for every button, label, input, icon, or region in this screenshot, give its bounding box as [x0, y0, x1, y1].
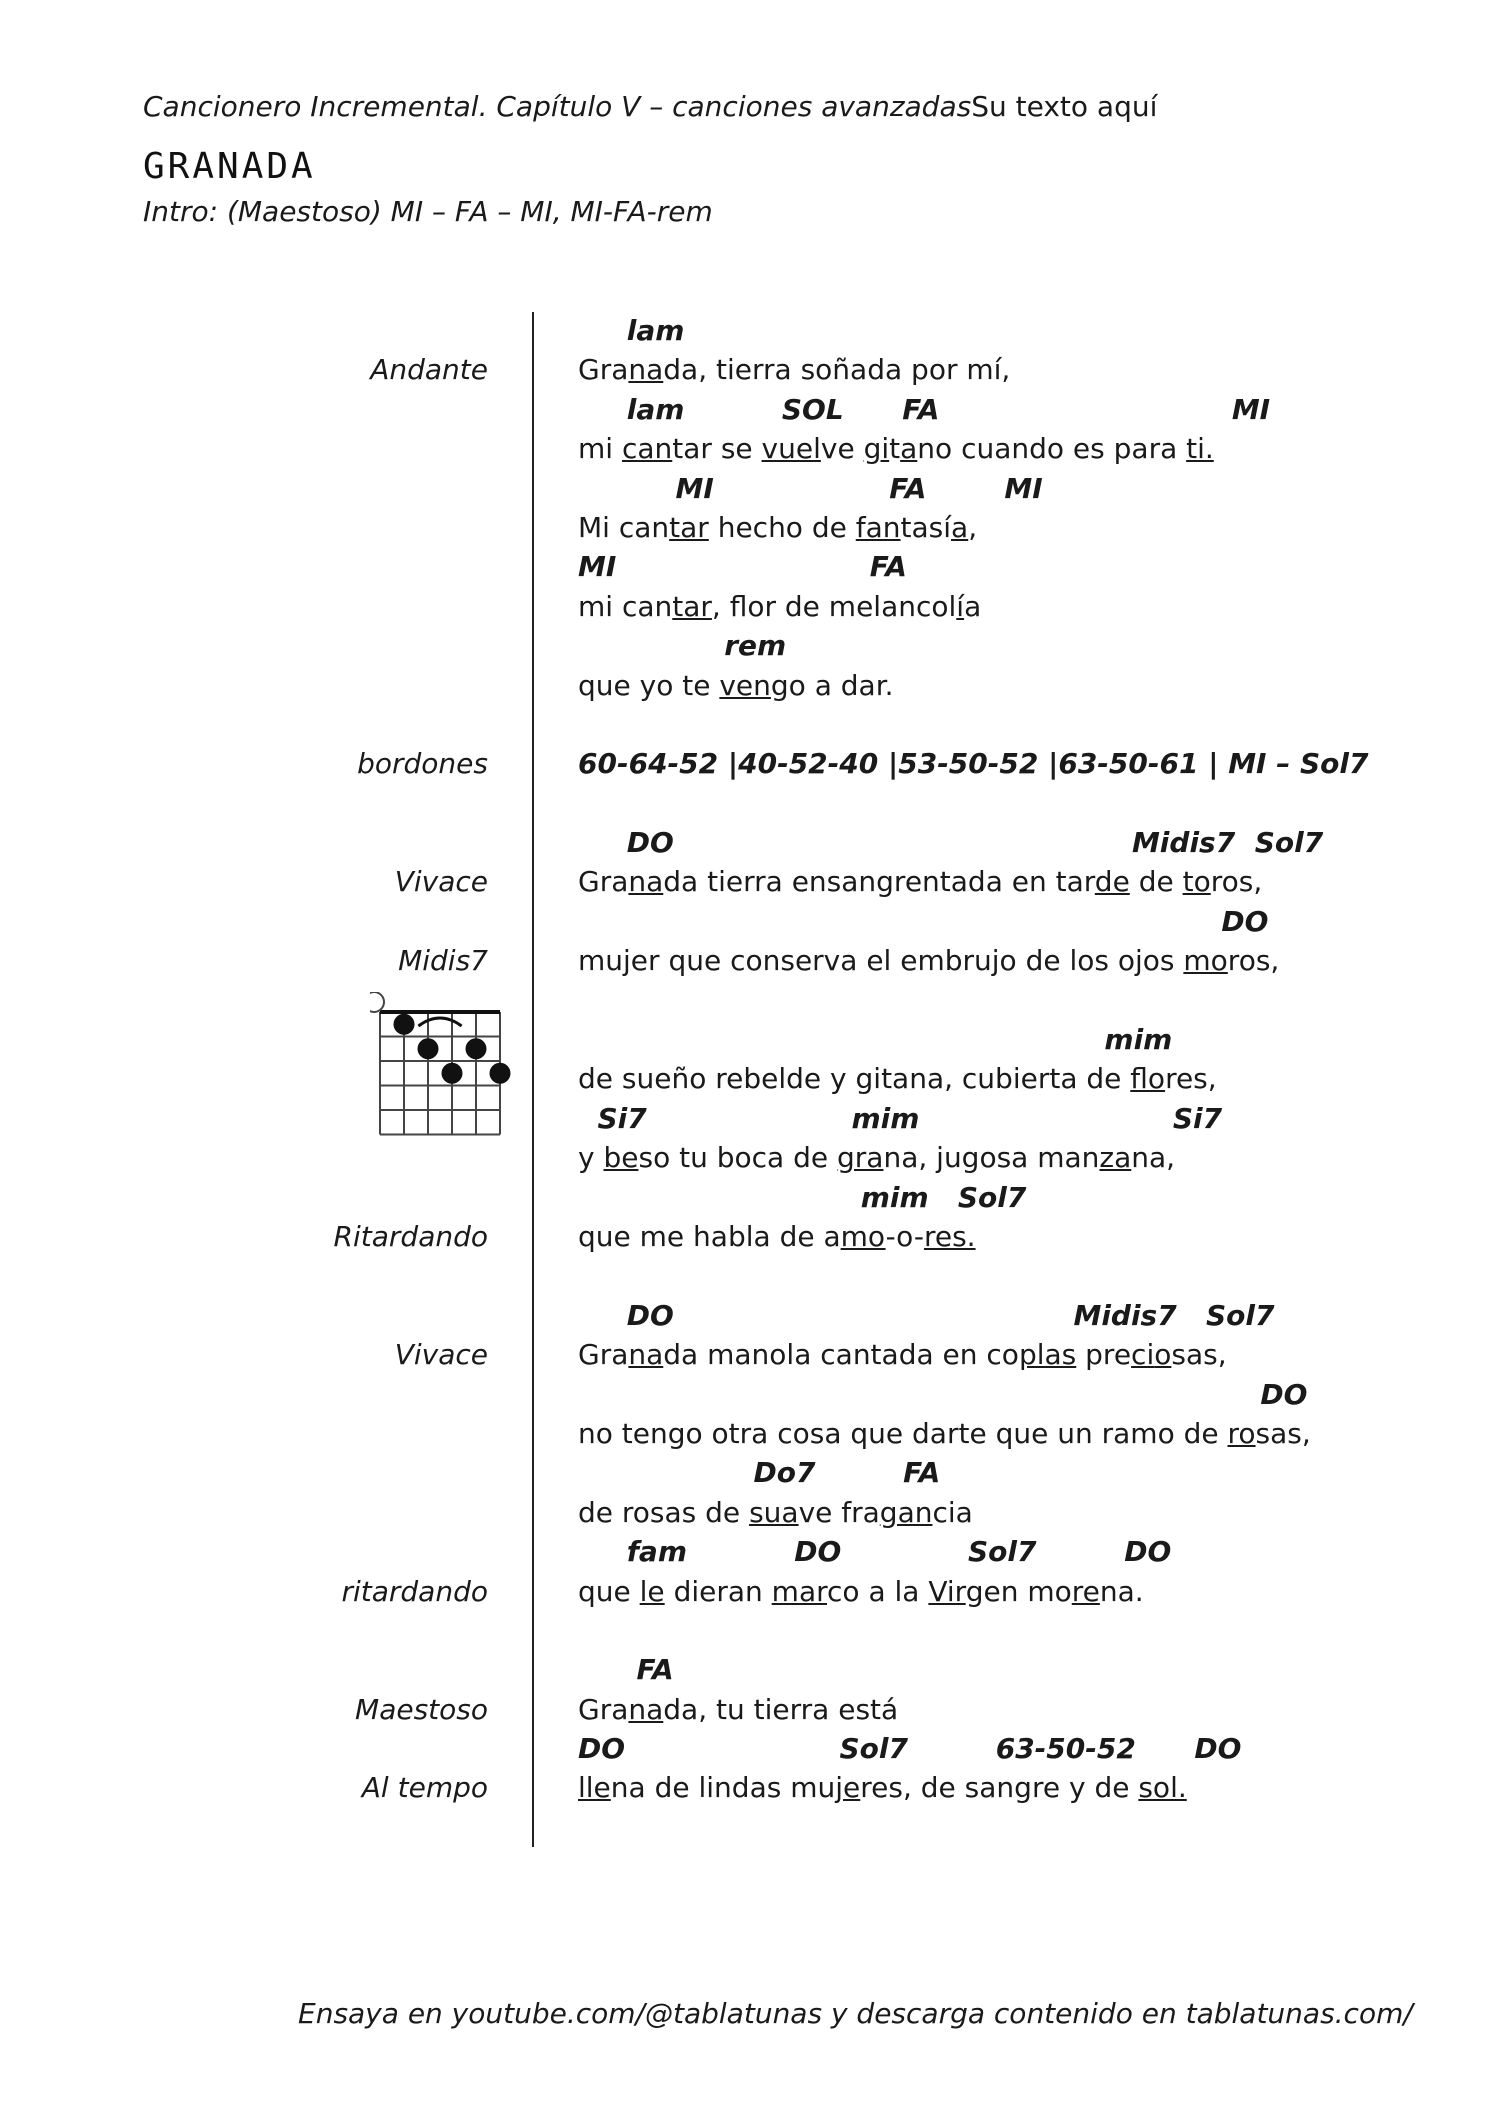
tempo-label: Vivace [394, 1338, 488, 1372]
stressed-syllable: flo [1130, 1062, 1166, 1096]
intro-line: Intro: (Maestoso) MI – FA – MI, MI-FA-rem [143, 195, 713, 228]
stanza-gap [0, 1612, 1489, 1651]
stressed-syllable: mar [771, 1574, 828, 1608]
lyric-row [0, 588, 1489, 627]
stressed-syllable: je [835, 1771, 861, 1805]
lyric-line [578, 1221, 976, 1253]
lyric-text: Gra [578, 1338, 629, 1372]
finger-dot [394, 1014, 415, 1035]
lyric-line [578, 945, 1279, 977]
stressed-syllable: a [900, 432, 918, 466]
open-string-marker [370, 992, 384, 1012]
chord-row [0, 627, 1489, 666]
lyric-text: sas, [1171, 1338, 1227, 1372]
lyric-row [0, 667, 1489, 706]
chord-row [0, 903, 1489, 942]
stressed-syllable: re [1071, 1574, 1100, 1608]
chord-row [0, 824, 1489, 863]
stressed-syllable: res. [923, 1219, 976, 1253]
stressed-syllable: mo [840, 1219, 886, 1253]
chord-line: DO [578, 904, 1269, 938]
finger-dot [418, 1038, 439, 1059]
chord-row [0, 1100, 1489, 1139]
stanza-gap [0, 706, 1489, 745]
chord-line: lam [578, 314, 685, 347]
lyric-line [578, 1418, 1311, 1450]
lyric-text: ros, [1227, 944, 1280, 978]
stressed-syllable: na [628, 1338, 664, 1372]
chord-row [0, 1454, 1489, 1493]
stressed-syllable: le [639, 1574, 665, 1608]
lyric-text: sas, [1255, 1416, 1311, 1450]
lyric-text: da manola cantada en co [663, 1338, 1019, 1372]
stressed-syllable: can [621, 432, 673, 466]
stressed-syllable: gra [837, 1141, 884, 1175]
lyric-line [578, 1339, 1227, 1371]
chord-row [0, 1376, 1489, 1415]
stressed-syllable: be [603, 1141, 639, 1175]
chord-line: mim Sol7 [578, 1180, 1027, 1214]
lyric-text: ros, [1210, 865, 1263, 899]
lyric-line [578, 1497, 973, 1529]
chord-line: DO Sol7 63-50-52 DO [578, 1732, 1242, 1766]
chord-line: DO Midis7 Sol7 [578, 826, 1324, 860]
stressed-syllable: sol. [1138, 1771, 1187, 1805]
lyric-text: Mi can [578, 510, 670, 544]
stressed-syllable: tar [672, 589, 712, 623]
chord-row [0, 548, 1489, 587]
song-body [0, 312, 1489, 1809]
lyric-text: ve [820, 432, 864, 466]
stressed-syllable: lle [578, 1771, 611, 1805]
finger-dot [442, 1063, 463, 1084]
lyric-line [578, 1694, 898, 1726]
lyric-line [578, 866, 1262, 898]
lyric-text: no cuando es para [917, 432, 1187, 466]
lyric-row [0, 942, 1489, 981]
stanza-gap [0, 785, 1489, 824]
lyric-text: da, tierra soñada por mí, [663, 353, 1011, 387]
lyric-row [0, 1336, 1489, 1375]
lyric-text: co a la [827, 1574, 929, 1608]
placeholder-text: Su texto aquí [971, 90, 1158, 123]
lyric-text: , [968, 510, 978, 544]
stressed-syllable: ro [1227, 1416, 1256, 1450]
lyric-text: na de lindas mu [610, 1771, 836, 1805]
lyric-line [578, 1772, 1187, 1804]
lyric-text: t [889, 432, 901, 466]
lyric-text: de rosas de [578, 1495, 750, 1529]
chord-row [0, 745, 1489, 784]
chord-row [0, 391, 1489, 430]
tempo-label: Midis7 [398, 944, 488, 978]
chord-line: mim [578, 1023, 1173, 1057]
lyric-row [0, 351, 1489, 390]
lyric-text: res, [1165, 1062, 1217, 1096]
lyric-row [0, 509, 1489, 548]
chord-line: MI FA MI [578, 471, 1043, 505]
stressed-syllable: plas [1018, 1338, 1077, 1372]
lyric-line [578, 670, 894, 702]
lyric-line [578, 512, 977, 544]
song-title: GRANADA [143, 146, 316, 187]
lyric-text: so tu boca de [638, 1141, 837, 1175]
lyric-text: pre [1076, 1338, 1132, 1372]
lyric-text: cia [932, 1495, 973, 1529]
tempo-label: Maestoso [355, 1692, 488, 1726]
chord-row [0, 1730, 1489, 1769]
lyric-text: de sueño rebelde y gitana, cubierta de [578, 1062, 1131, 1096]
lyric-text: ve fra [798, 1495, 880, 1529]
chord-line: MI FA [578, 550, 907, 584]
stressed-syllable: tar [669, 510, 709, 544]
chord-row [0, 1651, 1489, 1690]
lyric-row [0, 430, 1489, 469]
lyric-text: na. [1099, 1574, 1144, 1608]
lyric-text: da tierra ensangrentada en tar [663, 865, 1095, 899]
chord-line: rem [578, 629, 787, 663]
lyric-row [0, 863, 1489, 902]
lyric-text: Gra [578, 353, 629, 387]
stanza-gap [0, 982, 1489, 1021]
chord-line: 60-64-52 |40-52-40 |53-50-52 |63-50-61 | MI – Sol7 [578, 747, 1369, 781]
stressed-syllable: ci [1131, 1338, 1155, 1372]
lyric-text: no tengo otra cosa que darte que un ramo de [578, 1416, 1228, 1450]
lyric-text: que [578, 1574, 640, 1608]
chord-row [0, 1021, 1489, 1060]
lyric-text: hecho de [708, 510, 856, 544]
lyric-text: res, de sangre y de [860, 1771, 1139, 1805]
tempo-label: Andante [370, 353, 488, 387]
lyric-text: na, [1131, 1141, 1176, 1175]
tempo-label: bordones [357, 747, 488, 781]
chord-line: Si7 mim Si7 [578, 1101, 1223, 1135]
lyric-line [578, 1063, 1217, 1095]
chord-line: Do7 FA [578, 1456, 941, 1490]
chord-diagram-midis7 [370, 992, 520, 1142]
tempo-label: ritardando [341, 1574, 488, 1608]
chord-row [0, 470, 1489, 509]
lyric-row [0, 1415, 1489, 1454]
chapter-header [143, 90, 1157, 123]
stanza-gap [0, 1257, 1489, 1296]
finger-dot [466, 1038, 487, 1059]
chord-line: FA [578, 1653, 674, 1687]
lyric-text: y [578, 1141, 604, 1175]
lyric-text: , flor de melancol [711, 589, 957, 623]
chord-line: DO [578, 1377, 1308, 1411]
chord-row [0, 312, 1489, 351]
lyric-text: go a dar. [770, 668, 894, 702]
lyric-text: a [964, 589, 982, 623]
footer-note: Ensaya en youtube.com/@tablatunas y descarga contenido en tablatunas.com/ [298, 1997, 1413, 2030]
stressed-syllable: to [1182, 865, 1211, 899]
stressed-syllable: na [628, 353, 664, 387]
stressed-syllable: gi [863, 432, 890, 466]
lyric-text: que yo te [578, 668, 720, 702]
chord-row [0, 1533, 1489, 1572]
lyric-row [0, 1218, 1489, 1257]
lyric-row [0, 1769, 1489, 1808]
lyric-text: da, tu tierra está [663, 1692, 899, 1726]
lyric-line [578, 433, 1214, 465]
stressed-syllable: ti. [1186, 432, 1214, 466]
chord-line: DO Midis7 Sol7 [578, 1298, 1275, 1332]
lyric-text: mujer que conserva el embrujo de los ojos [578, 944, 1184, 978]
chord-line: lam SOL FA MI [578, 392, 1271, 426]
lyric-text: tar se [672, 432, 762, 466]
stressed-syllable: de [1094, 865, 1130, 899]
finger-dot [490, 1063, 511, 1084]
stressed-syllable: na [628, 1692, 664, 1726]
tempo-label: Ritardando [333, 1219, 488, 1253]
stressed-syllable: sua [749, 1495, 799, 1529]
lyric-row [0, 1060, 1489, 1099]
chord-row [0, 1179, 1489, 1218]
lyric-text: mi [578, 432, 622, 466]
lyric-text: -o- [885, 1219, 924, 1253]
stressed-syllable: o [1154, 1338, 1172, 1372]
lyric-row [0, 1139, 1489, 1178]
stressed-syllable: Vir [928, 1574, 966, 1608]
lyric-row [0, 1573, 1489, 1612]
stressed-syllable: za [1099, 1141, 1132, 1175]
stressed-syllable: gan [879, 1495, 933, 1529]
stressed-syllable: vuel [761, 432, 821, 466]
stressed-syllable: mo [1183, 944, 1228, 978]
stressed-syllable: a [951, 510, 969, 544]
tempo-label: Al tempo [361, 1771, 488, 1805]
stressed-syllable: fan [855, 510, 901, 544]
lyric-text: na, jugosa man [883, 1141, 1100, 1175]
stressed-syllable: na [628, 865, 664, 899]
stressed-syllable: í [956, 589, 965, 623]
lyric-text: Gra [578, 1692, 629, 1726]
lyric-line [578, 1142, 1175, 1174]
lyric-text: dieran [664, 1574, 772, 1608]
lyric-text: Gra [578, 865, 629, 899]
lyric-text: mi can [578, 589, 673, 623]
lyric-row [0, 1691, 1489, 1730]
lyric-line [578, 1576, 1144, 1608]
lyric-text: que me habla de a [578, 1219, 841, 1253]
lyric-line [578, 354, 1010, 386]
lyric-text: de [1129, 865, 1183, 899]
lyric-text: gen mo [965, 1574, 1072, 1608]
stressed-syllable: ven [719, 668, 771, 702]
chord-row [0, 1297, 1489, 1336]
tempo-label: Vivace [394, 865, 488, 899]
lyric-line [578, 591, 981, 623]
lyric-row [0, 1494, 1489, 1533]
chapter-title: Cancionero Incremental. Capítulo V – canciones avanzadas [143, 90, 972, 123]
lyric-text: tasí [900, 510, 952, 544]
chord-line: fam DO Sol7 DO [578, 1535, 1172, 1569]
chord-barre-arc [418, 1018, 461, 1026]
